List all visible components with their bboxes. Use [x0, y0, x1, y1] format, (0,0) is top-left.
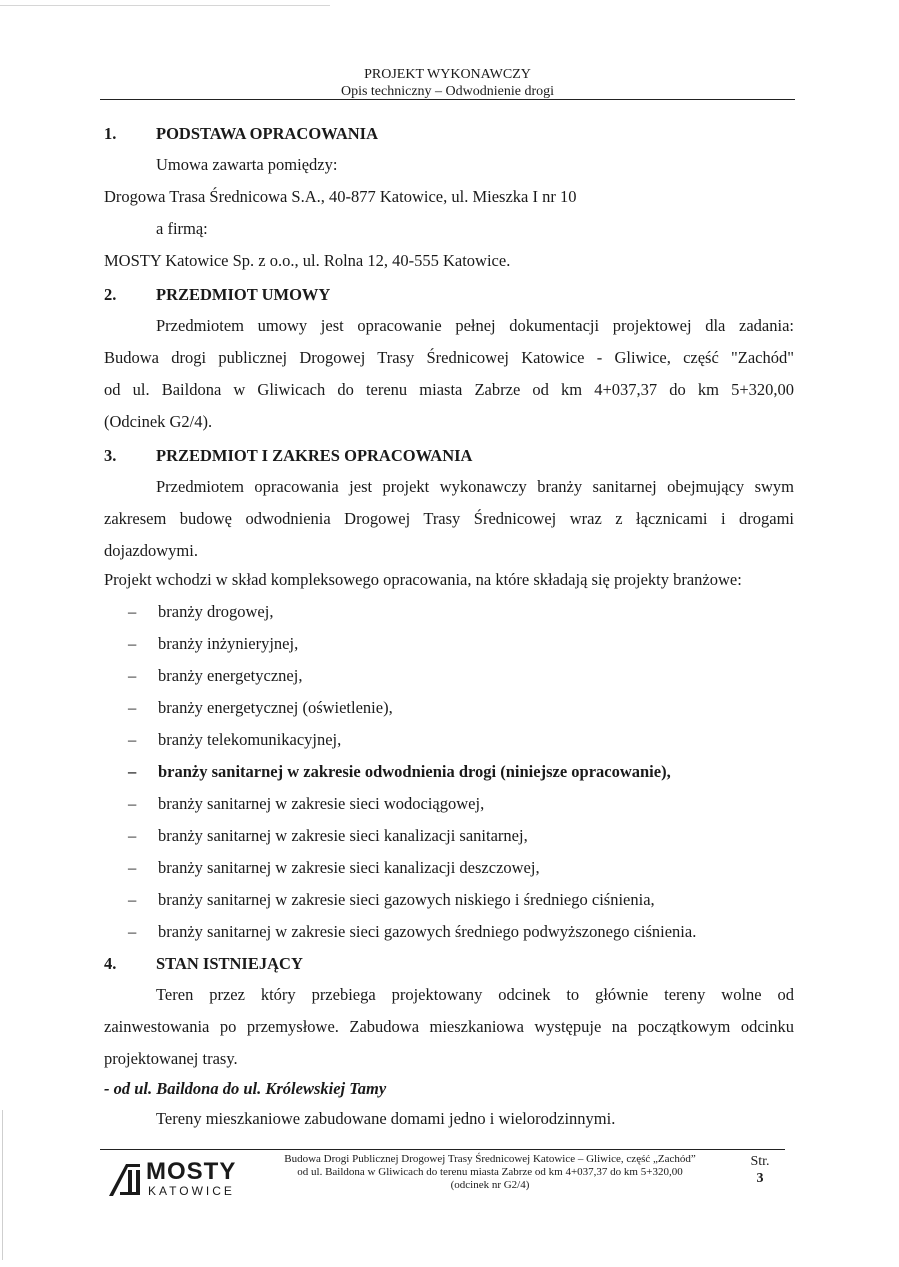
dash-bullet: –: [128, 762, 137, 781]
section-title: STAN ISTNIEJĄCY: [156, 954, 303, 973]
paragraph-line: dojazdowymi.: [104, 541, 198, 560]
list-item-text: branży drogowej,: [158, 602, 274, 621]
list-item-text: branży telekomunikacyjnej,: [158, 730, 342, 749]
section-title: PRZEDMIOT UMOWY: [156, 285, 331, 304]
company-logo: [106, 1160, 246, 1200]
paragraph-line: Umowa zawarta pomiędzy:: [156, 155, 338, 174]
list-item: [104, 666, 794, 686]
dash-bullet: –: [128, 890, 137, 909]
dash-bullet: –: [128, 794, 137, 813]
paragraph-line: Budowa drogi publicznej Drogowej Trasy Średnicowej Katowice - Gliwice, część "Zachód": [104, 348, 794, 367]
mosty-logo-icon: [106, 1160, 142, 1198]
footer-line: (odcinek nr G2/4): [450, 1179, 530, 1191]
paragraph-line: a firmą:: [156, 219, 208, 238]
list-item-text: branży sanitarnej w zakresie sieci gazowych średniego podwyższonego ciśnienia.: [158, 922, 697, 941]
list-item-text: branży inżynieryjnej,: [158, 634, 299, 653]
list-item: [104, 730, 794, 750]
dash-bullet: –: [128, 730, 137, 749]
section-title: PRZEDMIOT I ZAKRES OPRACOWANIA: [156, 446, 473, 465]
list-item: [104, 890, 794, 910]
logo-subtitle: KATOWICE: [148, 1184, 235, 1198]
header-subtitle: Opis techniczny – Odwodnienie drogi: [340, 84, 555, 99]
paragraph-line: projektowanej trasy.: [104, 1049, 238, 1068]
dash-bullet: –: [128, 634, 137, 653]
dash-bullet: –: [128, 666, 137, 685]
list-item: [104, 794, 794, 814]
list-item-highlighted: [104, 762, 794, 782]
paragraph-line: Teren przez który przebiega projektowany odcinek to głównie tereny wolne od: [156, 985, 794, 1004]
section-title: PODSTAWA OPRACOWANIA: [156, 124, 379, 143]
paragraph-line: Tereny mieszkaniowe zabudowane domami jedno i wielorodzinnymi.: [156, 1109, 616, 1128]
section-number: 2.: [104, 285, 117, 304]
list-item-text: branży sanitarnej w zakresie sieci wodociągowej,: [158, 794, 485, 813]
paragraph-line: (Odcinek G2/4).: [104, 412, 213, 431]
paragraph-line: od ul. Baildona w Gliwicach do terenu miasta Zabrze od km 4+037,37 do km 5+320,00: [104, 380, 794, 399]
scan-edge-line: [2, 1110, 3, 1260]
dash-bullet: –: [128, 602, 137, 621]
page-label: Str.: [750, 1154, 770, 1169]
paragraph-line: Drogowa Trasa Średnicowa S.A., 40-877 Katowice, ul. Mieszka I nr 10: [104, 187, 577, 206]
header-rule: [100, 99, 795, 100]
list-item: [104, 698, 794, 718]
list-item-text: branży energetycznej (oświetlenie),: [158, 698, 393, 717]
list-item: [104, 602, 794, 622]
list-item: [104, 826, 794, 846]
section-number: 4.: [104, 954, 117, 973]
page-header: [100, 66, 795, 100]
list-item-text: branży sanitarnej w zakresie sieci gazowych niskiego i średniego ciśnienia,: [158, 890, 655, 909]
subheading: - od ul. Baildona do ul. Królewskiej Tamy: [104, 1079, 387, 1098]
dash-bullet: –: [128, 826, 137, 845]
dash-bullet: –: [128, 858, 137, 877]
footer-line: od ul. Baildona w Gliwicach do terenu miasta Zabrze od km 4+037,37 do km 5+320,00: [297, 1166, 683, 1178]
scan-artifact-line: [0, 5, 330, 6]
page-number-box: [740, 1153, 780, 1187]
list-item: [104, 922, 794, 942]
dash-bullet: –: [128, 922, 137, 941]
list-item-text: branży sanitarnej w zakresie odwodnienia drogi (niniejsze opracowanie),: [158, 762, 671, 781]
paragraph-line: MOSTY Katowice Sp. z o.o., ul. Rolna 12, 40-555 Katowice.: [104, 251, 511, 270]
section-2-heading: [104, 285, 794, 305]
list-item: [104, 858, 794, 878]
page-footer: [100, 1149, 785, 1220]
footer-line: Budowa Drogi Publicznej Drogowej Trasy Średnicowej Katowice – Gliwice, część „Zachód”: [284, 1153, 696, 1165]
dash-bullet: –: [128, 698, 137, 717]
footer-description: [260, 1153, 720, 1192]
list-item-text: branży sanitarnej w zakresie sieci kanalizacji deszczowej,: [158, 858, 540, 877]
list-item: [104, 634, 794, 654]
logo-name: MOSTY: [146, 1158, 237, 1185]
section-number: 3.: [104, 446, 117, 465]
page-number: 3: [756, 1171, 764, 1186]
section-4-heading: [104, 954, 794, 974]
paragraph-line: zainwestowania po przemysłowe. Zabudowa mieszkaniowa występuje na początkowym odcinku: [104, 1017, 794, 1036]
paragraph-line: Projekt wchodzi w skład kompleksowego opracowania, na które składają się projekty branżowe:: [104, 570, 742, 589]
list-item-text: branży energetycznej,: [158, 666, 303, 685]
paragraph-line: zakresem budowę odwodnienia Drogowej Trasy Średnicowej wraz z łącznicami i drogami: [104, 509, 794, 528]
section-1-heading: [104, 124, 794, 144]
list-item-text: branży sanitarnej w zakresie sieci kanalizacji sanitarnej,: [158, 826, 528, 845]
section-number: 1.: [104, 124, 117, 143]
section-3-heading: [104, 446, 794, 466]
paragraph-line: Przedmiotem opracowania jest projekt wykonawczy branży sanitarnej obejmujący swym: [156, 477, 794, 496]
header-title: PROJEKT WYKONAWCZY: [364, 67, 531, 82]
paragraph-line: Przedmiotem umowy jest opracowanie pełnej dokumentacji projektowej dla zadania:: [156, 316, 794, 335]
document-body: [104, 124, 794, 1129]
